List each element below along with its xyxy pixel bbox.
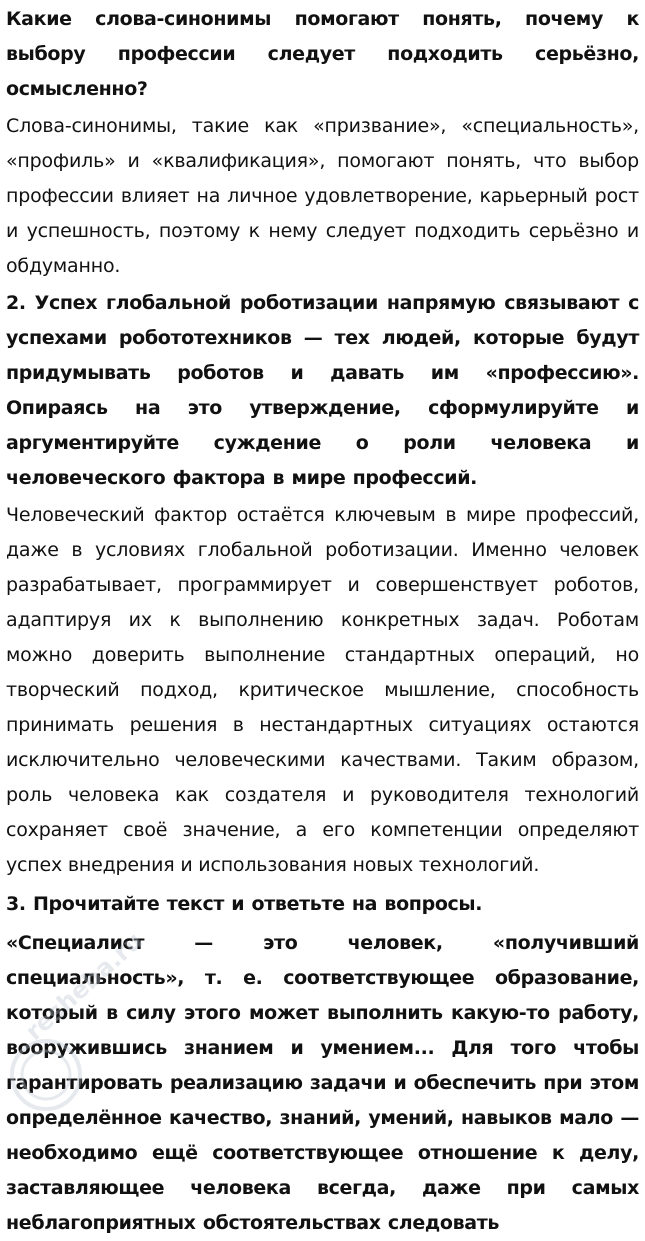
question-1-heading: Какие слова-синонимы помогают понять, почему к выбору профессии следует подходить серьёзно, осмысленно?: [6, 8, 639, 100]
question-2-heading: 2. Успех глобальной роботизации напрямую связывают с успехами робототехников — тех людей, которые будут придумывать роботов и давать им «профессию». Опираясь на это утверждение, сформулируйте и аргументируйте суждение о роли человека и человеческого фактора в мире профессий.: [6, 292, 639, 489]
document-page: [6, 0, 639, 1241]
watermark-text: resheba.ru: [20, 926, 149, 1046]
question-3-heading: 3. Прочитайте текст и ответьте на вопросы.: [6, 893, 483, 915]
question-3-quoted-text: «Специалист — это человек, «получивший специальность», т. е. соответствующее образование, который в силу этого может выполнить какую-то работу, вооружившись знанием и умением... Для того чтобы гарантировать реализацию задачи и обеспечить при этом определённое качество, знаний, умений, навыков мало — необходимо ещё соответствующее отношение к делу, заставляющее человека всегда, даже при самых неблагоприятных обстоятельствах следовать: [6, 932, 640, 1234]
answer-2-paragraph: Человеческий фактор остаётся ключевым в мире профессий, даже в условиях глобальной роботизации. Именно человек разрабатывает, программирует и совершенствует роботов, адаптируя их к выполнению конкретных задач. Роботам можно доверить выполнение стандартных операций, но творческий подход, критическое мышление, способность принимать решения в нестандартных ситуациях остаются исключительно человеческими качествами. Таким образом, роль человека как создателя и руководителя технологий сохраняет своё значение, а его компетенции определяют успех внедрения и использования новых технологий.: [6, 504, 639, 876]
answer-1-paragraph: Слова-синонимы, такие как «призвание», «специальность», «профиль» и «квалификация», помогают понять, что выбор профессии влияет на личное удовлетворение, карьерный рост и успешность, поэтому к нему следует подходить серьёзно и обдуманно.: [6, 115, 639, 277]
